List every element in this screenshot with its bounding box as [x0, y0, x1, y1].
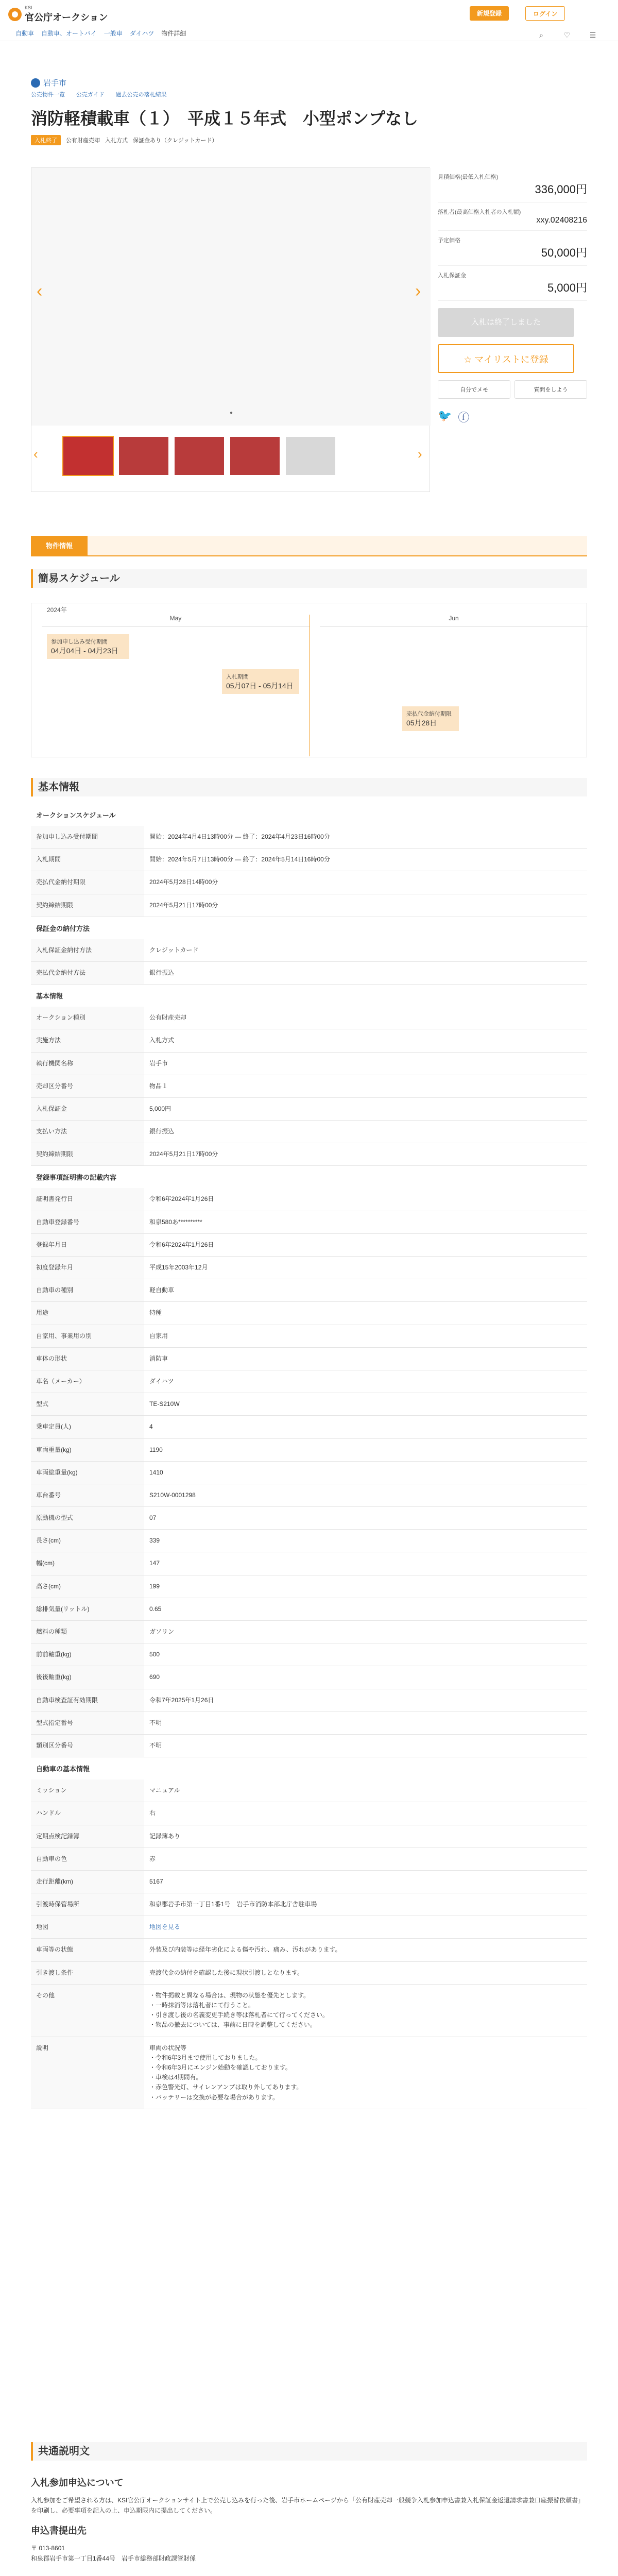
table-key: 車名（メーカー） [31, 1370, 144, 1393]
table-key: 初度登録年月 [31, 1257, 144, 1279]
table-key: 長さ(cm) [31, 1530, 144, 1552]
table-row [31, 1075, 587, 1098]
table-row [31, 2037, 587, 2109]
table-value: TE-S210W [149, 1400, 180, 1408]
table-row [31, 1552, 587, 1575]
table-row [31, 1598, 587, 1621]
table-row [31, 1712, 587, 1735]
tag-row [31, 135, 587, 145]
table-value: 和泉580あ********** [149, 1218, 202, 1226]
table-value: 岩手市 [149, 1059, 168, 1067]
table-key: 総排気量(リットル) [31, 1598, 144, 1620]
table-value: 199 [149, 1582, 160, 1590]
table-value: 5167 [149, 1877, 163, 1885]
add-mylist-button[interactable] [438, 344, 574, 373]
table-key: 自動車の色 [31, 1848, 144, 1870]
table-row [31, 1257, 587, 1279]
table-key: その他 [31, 1985, 144, 2037]
thumbnail[interactable] [174, 436, 225, 476]
main-photo [31, 168, 431, 426]
prefecture-row [31, 77, 587, 88]
schedule-heading: 簡易スケジュール [31, 569, 587, 588]
site-header [0, 0, 618, 41]
menu-icon[interactable]: ☰ [589, 31, 596, 39]
price-label: 見積価格(最低入札価格) [438, 174, 499, 180]
paragraph: 入札参加をご希望される方は、KSI官公庁オークションサイト上で公売し込みを行った後、岩手市ホームページから「公有財産売却一般競争入札参加申込書兼入札保証金返還請求書兼口座振替依頼書」を印刷し、必要事項を記入の上、申込期限内に提出してください。 [31, 2496, 585, 2514]
table-row [31, 1530, 587, 1552]
facebook-icon[interactable]: ⓕ [458, 411, 470, 424]
basic-info-table [31, 804, 587, 2109]
table-value: 2024年5月21日17時00分 [149, 901, 218, 909]
table-key: 類別区分番号 [31, 1735, 144, 1757]
thumbnail[interactable] [118, 436, 169, 476]
price-label: 入札保証金 [438, 273, 466, 279]
table-key: 車台番号 [31, 1484, 144, 1506]
logo-small-text: KSI [25, 5, 32, 10]
table-row [31, 1143, 587, 1166]
table-key: 引き渡し条件 [31, 1962, 144, 1984]
table-row [31, 1393, 587, 1416]
table-row [31, 1939, 587, 1961]
table-row [31, 1802, 587, 1825]
schedule-year: 2024年 [47, 606, 67, 614]
table-key: 証明書発行日 [31, 1188, 144, 1210]
table-value: 特種 [149, 1309, 162, 1317]
table-value: 公有財産売却 [149, 1014, 187, 1022]
table-row [31, 1029, 587, 1052]
table-row [31, 1962, 587, 1985]
table-key: 車両重量(kg) [31, 1439, 144, 1461]
photo-pager-dots[interactable]: ● [230, 410, 233, 416]
table-value: 不明 [149, 1741, 162, 1749]
table-value: 4 [149, 1423, 153, 1431]
table-row [31, 849, 587, 871]
table-value: 開始：2024年4月4日13時00分 ― 終了：2024年4月23日16時00分 [149, 833, 330, 840]
table-row [31, 894, 587, 917]
memo-button[interactable]: 自分でメモ [438, 380, 510, 399]
table-row [31, 1370, 587, 1393]
table-row [31, 1211, 587, 1234]
table-key: 車両総重量(kg) [31, 1462, 144, 1484]
table-value: 物品１ [149, 1082, 168, 1090]
thumb-next-arrow-icon[interactable]: › [418, 446, 422, 462]
table-value: 銀行振込 [149, 969, 175, 976]
table-row [31, 1985, 587, 2037]
table-value: 5,000円 [149, 1105, 171, 1112]
table-key: 売却区分番号 [31, 1075, 144, 1097]
table-row [31, 1302, 587, 1325]
table-row [31, 1007, 587, 1029]
table-row [31, 1666, 587, 1689]
common-desc [31, 2468, 587, 2576]
price-value: 336,000円 [535, 183, 587, 196]
prev-arrow-icon[interactable]: ‹ [37, 281, 43, 301]
paragraph: 〒 013-8601 和泉郡岩手市第一丁目1番44号 岩手市総務部財政課管財係 [31, 2544, 196, 2563]
table-key: 幅(cm) [31, 1552, 144, 1574]
table-key: 走行距離(km) [31, 1871, 144, 1893]
schedule-bar [222, 669, 299, 694]
map-link[interactable]: 地図を見る [149, 1923, 181, 1931]
table-value: 車両の状況等 ・令和6年3月まで使用しておりました。 ・令和6年3月にエンジン始動を確認しております。 ・車検は4期間有。 ・赤色警光灯、サイレンアンプは取り外してあります。 ・バッテリーは交換が必要な場合があります。 [149, 2044, 303, 2101]
tab-property-info[interactable]: 物件情報 [31, 536, 88, 556]
table-value: 令和6年2024年1月26日 [149, 1195, 214, 1203]
table-row [31, 1780, 587, 1802]
table-row [31, 1735, 587, 1757]
table-value: 右 [149, 1809, 156, 1817]
price-row [438, 167, 587, 202]
table-key: 後後軸重(kg) [31, 1666, 144, 1688]
table-key: 乗車定員(人) [31, 1416, 144, 1438]
info-tab-band [31, 536, 587, 556]
heart-icon[interactable]: ♡ [563, 31, 571, 39]
table-value: 軽自動車 [149, 1286, 175, 1294]
table-key: 説明 [31, 2037, 144, 2109]
thumbnail[interactable] [62, 436, 114, 476]
section-subtitle: 申込書提出先 [31, 2526, 87, 2536]
table-row [31, 1234, 587, 1257]
pref-tabs [31, 90, 587, 98]
table-subheading: 登録事項証明書の記載内容 [31, 1166, 587, 1188]
table-row [31, 1121, 587, 1143]
table-value: 平成15年2003年12月 [149, 1264, 208, 1271]
bid-closed-button: 入札は終了しました [438, 308, 574, 337]
table-row [31, 1621, 587, 1643]
price-row [438, 266, 587, 301]
table-value: 339 [149, 1537, 160, 1545]
nav-item[interactable]: 自動車、オートバイ [41, 30, 97, 37]
table-key: 定期点検記録簿 [31, 1825, 144, 1848]
table-value: 入札方式 [149, 1037, 175, 1044]
thumbnail[interactable] [229, 436, 281, 476]
table-row [31, 1848, 587, 1871]
table-value: 令和7年2025年1月26日 [149, 1696, 214, 1704]
table-row [31, 1507, 587, 1530]
schedule-bar-date: 04月04日 - 04月23日 [51, 647, 118, 655]
nav-item-current: 物件詳細 [161, 30, 186, 37]
table-key: 参加申し込み受付期間 [31, 826, 144, 848]
table-key: 登録年月日 [31, 1234, 144, 1256]
table-value: 2024年5月28日14時00分 [149, 878, 218, 886]
pref-tab[interactable]: 公売物件一覧 [31, 92, 65, 98]
table-row [31, 1348, 587, 1370]
table-row [31, 1916, 587, 1939]
search-icon[interactable]: ⌕ [539, 31, 543, 39]
pref-tab[interactable]: 過去公売の落札結果 [115, 92, 167, 98]
table-key: 車両等の状態 [31, 1939, 144, 1961]
table-key: 用途 [31, 1302, 144, 1324]
table-row [31, 1689, 587, 1712]
logo-mark-icon [8, 8, 22, 21]
table-row [31, 962, 587, 985]
table-key: 引渡時保管場所 [31, 1893, 144, 1916]
table-key: 高さ(cm) [31, 1575, 144, 1598]
thumbnail[interactable] [285, 436, 336, 476]
next-arrow-icon[interactable]: › [415, 281, 421, 301]
table-row [31, 1871, 587, 1893]
price-value: xxy.02408216 [536, 216, 587, 225]
table-value: 500 [149, 1651, 160, 1658]
table-value: 消防車 [149, 1354, 168, 1362]
table-value: マニュアル [149, 1787, 180, 1794]
table-value: ・物件掲載と異なる場合は、現物の状態を優先とします。 ・一時抹消等は落札者にて行うこと。 ・引き渡し後の名義変更手続き等は落札者にて行ってください。 ・物品の撤去については、事前に日時を調整してください。 [149, 1991, 329, 2029]
table-value: 外装及び内装等は経年劣化による傷や汚れ、痛み、汚れがあります。 [149, 1946, 341, 1954]
schedule-bar [402, 706, 459, 731]
price-panel [438, 167, 587, 425]
table-row [31, 1325, 587, 1348]
table-row [31, 1053, 587, 1075]
pref-tab[interactable]: 公売ガイド [76, 92, 105, 98]
common-desc-heading: 共通説明文 [31, 2442, 587, 2461]
table-row [31, 1575, 587, 1598]
price-row [438, 231, 587, 266]
price-value: 50,000円 [541, 246, 587, 259]
table-value: 開始：2024年5月7日13時00分 ― 終了：2024年5月14日16時00分 [149, 856, 330, 863]
prefecture-name[interactable]: 岩手市 [43, 79, 67, 88]
thumb-prev-arrow-icon[interactable]: ‹ [33, 446, 38, 462]
site-logo[interactable] [8, 5, 108, 24]
schedule-bar [47, 634, 129, 659]
table-value: ガソリン [149, 1628, 175, 1635]
table-value: 銀行振込 [149, 1128, 175, 1136]
table-value: 令和6年2024年1月26日 [149, 1241, 214, 1248]
table-row [31, 1279, 587, 1302]
price-value: 5,000円 [547, 281, 587, 294]
table-key: 契約締結期限 [31, 1143, 144, 1165]
table-key: 売払代金納付方法 [31, 962, 144, 984]
table-key: ミッション [31, 1780, 144, 1802]
table-row [31, 1188, 587, 1211]
table-row [31, 1098, 587, 1121]
add-mylist-label: マイリストに登録 [474, 354, 548, 365]
table-value: S210W-0001298 [149, 1491, 196, 1499]
table-row [31, 939, 587, 962]
table-row [31, 1462, 587, 1484]
table-row [31, 826, 587, 849]
table-key: 執行機関名称 [31, 1053, 144, 1075]
table-row [31, 871, 587, 894]
table-key: オークション種別 [31, 1007, 144, 1029]
table-key: 売払代金納付期限 [31, 871, 144, 893]
table-key: 型式 [31, 1393, 144, 1415]
table-key: 入札保証金 [31, 1098, 144, 1120]
table-value: 690 [149, 1673, 160, 1681]
basic-info-heading: 基本情報 [31, 778, 587, 796]
table-value: 不明 [149, 1719, 162, 1726]
login-button[interactable]: ログイン [525, 6, 565, 21]
table-key: 型式指定番号 [31, 1712, 144, 1734]
table-value: クレジットカード [149, 946, 199, 954]
table-key: 前前軸重(kg) [31, 1643, 144, 1666]
table-row [31, 1484, 587, 1507]
table-key: 燃料の種類 [31, 1621, 144, 1643]
table-key: 支払い方法 [31, 1121, 144, 1143]
table-key: ハンドル [31, 1802, 144, 1824]
table-key: 自動車の種別 [31, 1279, 144, 1301]
table-value: 147 [149, 1560, 160, 1567]
tag-item: 保証金あり（クレジットカード） [133, 138, 218, 144]
table-subheading: オークションスケジュール [31, 804, 587, 826]
month-label: Jun [320, 615, 588, 627]
nav-item[interactable]: 自動車 [15, 30, 35, 37]
table-key: 原動機の型式 [31, 1507, 144, 1529]
table-value: 1410 [149, 1468, 163, 1476]
table-key: 自動車登録番号 [31, 1211, 144, 1233]
table-value: 記録簿あり [149, 1832, 181, 1840]
table-value: 1190 [149, 1446, 163, 1453]
table-row [31, 1893, 587, 1916]
schedule-bar-date: 05月07日 - 05月14日 [226, 682, 294, 690]
prefecture-emblem-icon [31, 78, 40, 88]
table-key: 自家用、事業用の別 [31, 1325, 144, 1347]
tag-item: 入札方式 [105, 138, 128, 144]
question-button[interactable]: 質問をしよう [514, 380, 587, 399]
table-key: 実施方法 [31, 1029, 144, 1052]
table-key: 自動車検査証有効期限 [31, 1689, 144, 1711]
table-key: 車体の形状 [31, 1348, 144, 1370]
table-key: 入札保証金納付方法 [31, 939, 144, 961]
table-value: 0.65 [149, 1605, 162, 1613]
thumbnail-strip [62, 436, 336, 476]
price-label: 落札者(最高価格入札者の入札額) [438, 209, 521, 215]
section-subtitle: 入札参加申込について [31, 2478, 124, 2488]
logo-main-text: 官公庁オークション [25, 12, 108, 23]
table-row [31, 1643, 587, 1666]
schedule-bar-date: 05月28日 [406, 719, 437, 727]
status-badge: 入札終了 [31, 135, 61, 145]
schedule-bar-name: 参加申し込み受付期間 [51, 639, 108, 645]
star-icon: ☆ [464, 354, 475, 365]
category-nav [15, 29, 186, 38]
schedule-bar-name: 入札期間 [226, 674, 249, 680]
table-subheading: 保証金の納付方法 [31, 917, 587, 939]
tag-item: 公有財産売却 [66, 138, 100, 144]
table-value: ダイハツ [149, 1377, 174, 1385]
month-label: May [42, 615, 310, 627]
table-subheading: 自動車の基本情報 [31, 1757, 587, 1780]
nav-item[interactable]: ダイハツ [129, 30, 154, 37]
table-key: 入札期間 [31, 849, 144, 871]
table-value: 赤 [149, 1855, 156, 1862]
twitter-icon[interactable]: 🐦 [438, 409, 452, 422]
table-value: 売渡代金の納付を確認した後に現状引渡しとなります。 [149, 1969, 304, 1976]
table-key: 契約締結期限 [31, 894, 144, 917]
schedule-chart [31, 603, 587, 757]
table-row [31, 1825, 587, 1848]
photo-gallery [31, 167, 430, 492]
table-value: 07 [149, 1514, 157, 1522]
nav-item[interactable]: 一般車 [104, 30, 123, 37]
table-key: 地図 [31, 1916, 144, 1938]
table-row [31, 1416, 587, 1438]
register-button[interactable]: 新規登録 [470, 6, 509, 21]
table-value: 2024年5月21日17時00分 [149, 1150, 218, 1158]
price-label: 予定価格 [438, 238, 460, 244]
table-row [31, 1439, 587, 1462]
schedule-bar-name: 売払代金納付期限 [406, 711, 452, 717]
table-subheading: 基本情報 [31, 985, 587, 1007]
page-title: 消防軽積載車（１） 平成１５年式 小型ポンプなし [31, 109, 419, 128]
table-value: 自家用 [149, 1332, 168, 1340]
table-value: 和泉郡岩手市第一丁目1番1号 岩手市消防本部北庁舎駐車場 [149, 1901, 317, 1908]
price-row [438, 202, 587, 231]
